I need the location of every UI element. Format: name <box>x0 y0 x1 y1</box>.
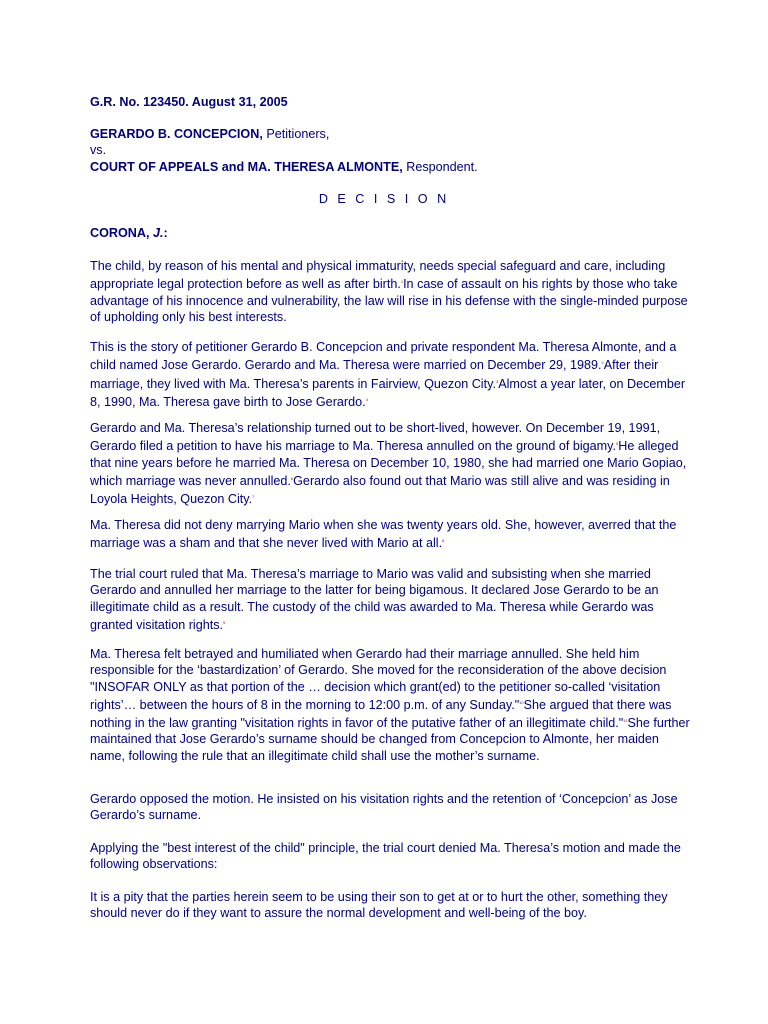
paragraph-text: Ma. Theresa felt betrayed and humiliated when Gerardo had their marriage annulled. She held him responsible for the ‘bastardization’ of Gerardo. She moved for the reconsideration of the above decision "INSOFAR ONLY as that portion of the … decision which grant(ed) to the petitioner so-called ‘visitation rights’… between the hours of 8 in the morning to 12:00 p.m. of any Sunday." <box>90 647 667 712</box>
paragraph <box>90 339 690 410</box>
paragraph-text: Gerardo also found out that Mario was still alive and was residing in Loyola Heights, Quezon City. <box>90 473 670 507</box>
paragraph <box>90 840 690 873</box>
paragraph-text: After their marriage, they lived with Ma. Theresa’s parents in Fairview, Quezon City. <box>90 358 659 391</box>
paragraph <box>90 566 690 633</box>
case-number: G.R. No. 123450. August 31, 2005 <box>90 95 288 109</box>
petitioner-line <box>90 126 690 142</box>
footnote-ref[interactable]: 2 <box>601 360 604 366</box>
versus: vs. <box>90 143 107 158</box>
paragraph <box>90 517 690 552</box>
footnote-ref[interactable]: 3 <box>495 378 499 384</box>
paragraph <box>90 420 690 507</box>
paragraph-text: Gerardo and Ma. Theresa’s relationship turned out to be short-lived, however. On December 19, 1991, Gerardo filed a petition to have his marriage to Ma. Theresa annulled on the ground of bigamy. <box>90 421 661 454</box>
paragraph-text: Ma. Theresa did not deny marrying Mario when she was twenty years old. She, however, averred that the marriage was a sham and that she never lived with Mario at all. <box>90 518 677 551</box>
paragraph-text: Almost a year later, on December 8, 1990, Ma. Theresa gave birth to Jose Gerardo. <box>90 376 686 409</box>
respondent-name: COURT OF APPEALS and MA. THERESA ALMONTE, <box>90 159 403 174</box>
paragraph-text: Gerardo opposed the motion. He insisted on his visitation rights and the retention of ‘Concepcion’ as Jose Gerardo’s surname. <box>90 792 678 823</box>
ponente-name: CORONA, <box>90 226 150 240</box>
parties <box>90 126 690 175</box>
footnote-ref[interactable]: 5 <box>616 441 619 447</box>
decision-heading: D E C I S I O N <box>318 192 450 206</box>
footnote-ref[interactable]: 10 <box>519 699 524 705</box>
paragraph <box>90 791 690 824</box>
footnote-ref[interactable]: 8 <box>442 538 445 544</box>
paragraph-text: She argued that there was nothing in the law granting "visitation rights in favor of the putative father of an illegitimate child." <box>90 697 672 731</box>
paragraph <box>90 889 690 922</box>
paragraph-text: The child, by reason of his mental and physical immaturity, needs special safeguard and care, including appropriate legal protection before as well as after birth. <box>90 259 666 292</box>
paragraph-text: She further maintained that Jose Gerardo’s surname should be changed from Concepcion to Almonte, her maiden name, following the rule that an illegitimate child shall use the mother’s surname. <box>90 716 690 763</box>
footnote-ref[interactable]: 4 <box>365 396 368 402</box>
paragraph-text: This is the story of petitioner Gerardo B. Concepcion and private respondent Ma. Theresa Almonte, and a child named Jose Gerardo. Gerardo and Ma. Theresa were married on December 29, 1989. <box>90 340 677 373</box>
petitioner-role: Petitioners, <box>262 127 330 141</box>
respondent-role: Respondent. <box>402 159 478 174</box>
ponente <box>90 225 690 241</box>
footnote-ref[interactable]: 6 <box>290 475 294 481</box>
paragraph-text: The trial court ruled that Ma. Theresa’s marriage to Mario was valid and subsisting when she married Gerardo and annulled her marriage to the latter for being bigamous. It declared Jose Gerardo to be an illegitimate child as a result. The custody of the child was awarded to Ma. Theresa while Gerardo was granted visitation rights. <box>90 567 659 632</box>
footnote-ref[interactable]: 11 <box>623 718 628 724</box>
ponente-title: J. <box>149 226 164 240</box>
respondent-line <box>90 159 690 175</box>
paragraph-text: It is a pity that the parties herein seem to be using their son to get at or to hurt the other, something they should never do if they want to assure the normal development and well-being of the boy. <box>90 890 668 921</box>
paragraph-text: In case of assault on his rights by those who take advantage of his innocence and vulnerability, the law will rise in his defense with the single-minded purpose of upholding only his best interests. <box>90 277 688 324</box>
paragraph <box>90 258 690 325</box>
ponente-colon: : <box>163 226 168 240</box>
paragraph-text: Applying the "best interest of the child" principle, the trial court denied Ma. Theresa’s motion and made the following observations: <box>90 841 681 872</box>
footnote-ref[interactable]: 7 <box>252 494 255 500</box>
footnote-ref[interactable]: 9 <box>223 619 226 625</box>
petitioner-name: GERARDO B. CONCEPCION, <box>90 127 263 141</box>
paragraph-text: He alleged that nine years before he married Ma. Theresa on December 10, 1980, she had married one Mario Gopiao, which marriage was never annulled. <box>90 439 687 488</box>
footnote-ref[interactable]: 1 <box>400 279 404 285</box>
paragraph <box>90 646 690 764</box>
